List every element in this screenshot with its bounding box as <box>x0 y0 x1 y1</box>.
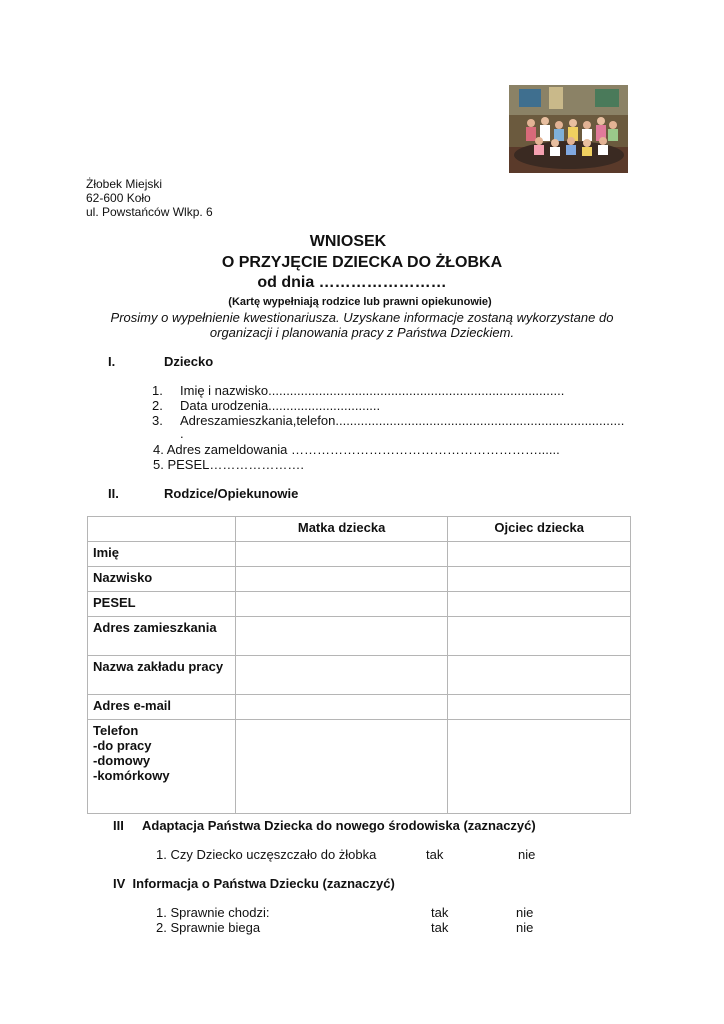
mother-email-cell[interactable] <box>235 695 448 720</box>
section-1-number: I. <box>108 354 116 369</box>
form-title: WNIOSEK <box>309 233 387 250</box>
section-3-title: Adaptacja Państwa Dziecka do nowego środowiska (zaznaczyć) <box>142 818 536 833</box>
table-row <box>88 567 631 592</box>
row-label-phone <box>88 720 236 814</box>
question-runs: 2. Sprawnie biega <box>156 920 261 935</box>
parents-table <box>87 516 631 814</box>
row-label-workplace: Nazwa zakładu pracy <box>88 656 236 695</box>
intro-line-1: Prosimy o wypełnienie kwestionariusza. Uzyskane informacje zostaną wykorzystane do <box>110 310 614 325</box>
table-row <box>88 542 631 567</box>
father-workplace-cell[interactable] <box>448 656 631 695</box>
question-walks: 1. Sprawnie chodzi: <box>156 905 270 920</box>
table-header-row <box>88 517 631 542</box>
table-row <box>88 617 631 656</box>
walks-no-option[interactable]: nie <box>516 905 534 920</box>
nursery-address <box>86 177 213 219</box>
group-photo <box>509 85 628 173</box>
mother-phone-cell[interactable] <box>235 720 448 814</box>
phone-label-work: -do pracy <box>93 738 152 753</box>
child-field-birthdate[interactable]: Data urodzenia............................... <box>180 398 381 413</box>
address-line-name: Żłobek Miejski <box>86 177 163 191</box>
row-label-first-name: Imię <box>88 542 236 567</box>
walks-yes-option[interactable]: tak <box>431 905 449 920</box>
attended-nursery-yes-option[interactable]: tak <box>426 847 444 862</box>
form-date-line: od dnia …………………… <box>257 274 447 291</box>
table-row <box>88 695 631 720</box>
child-field-birthdate-number: 2. <box>152 398 163 413</box>
child-field-pesel[interactable]: 5. PESEL…………………. <box>153 457 304 472</box>
row-label-last-name: Nazwisko <box>88 567 236 592</box>
phone-label-mobile: -komórkowy <box>93 768 170 783</box>
table-header-father: Ojciec dziecka <box>448 517 631 542</box>
table-header-mother: Matka dziecka <box>235 517 448 542</box>
table-header-empty <box>88 517 236 542</box>
section-1-title: Dziecko <box>164 354 214 369</box>
section-2-number: II. <box>108 486 119 501</box>
mother-address-cell[interactable] <box>235 617 448 656</box>
child-field-address[interactable]: Adreszamieszkania,telefon................................................................................ <box>180 413 625 428</box>
row-label-email: Adres e-mail <box>88 695 236 720</box>
phone-label: Telefon <box>93 723 139 738</box>
table-row <box>88 720 631 814</box>
child-field-address-number: 3. <box>152 413 163 428</box>
father-first-name-cell[interactable] <box>448 542 631 567</box>
phone-label-home: -domowy <box>93 753 151 768</box>
father-phone-cell[interactable] <box>448 720 631 814</box>
section-4-number: IV <box>113 876 126 891</box>
child-field-address-continuation: . <box>180 426 184 441</box>
section-2-title: Rodzice/Opiekunowie <box>164 486 299 501</box>
mother-workplace-cell[interactable] <box>235 656 448 695</box>
row-label-address: Adres zamieszkania <box>88 617 236 656</box>
child-field-name-number: 1. <box>152 383 163 398</box>
section-3-number: III <box>113 818 124 833</box>
question-attended-nursery: 1. Czy Dziecko uczęszczało do żłobka <box>156 847 377 862</box>
row-label-pesel: PESEL <box>88 592 236 617</box>
form-subtitle: O PRZYJĘCIE DZIECKA DO ŻŁOBKA <box>221 254 503 271</box>
form-note: (Kartę wypełniają rodzice lub prawni opiekunowie) <box>228 296 492 308</box>
table-row <box>88 592 631 617</box>
address-line-street: ul. Powstańców Wlkp. 6 <box>86 205 213 219</box>
section-4-title: Informacja o Państwa Dziecku (zaznaczyć) <box>132 876 395 891</box>
address-line-postal: 62-600 Koło <box>86 191 151 205</box>
section-4-heading <box>113 876 395 891</box>
mother-first-name-cell[interactable] <box>235 542 448 567</box>
table-row <box>88 656 631 695</box>
mother-pesel-cell[interactable] <box>235 592 448 617</box>
mother-last-name-cell[interactable] <box>235 567 448 592</box>
form-intro <box>90 310 634 340</box>
runs-no-option[interactable]: nie <box>516 920 534 935</box>
father-email-cell[interactable] <box>448 695 631 720</box>
father-last-name-cell[interactable] <box>448 567 631 592</box>
attended-nursery-no-option[interactable]: nie <box>518 847 536 862</box>
child-field-registered-address[interactable]: 4. Adres zameldowania …………………………………………………...... <box>153 442 560 457</box>
father-pesel-cell[interactable] <box>448 592 631 617</box>
runs-yes-option[interactable]: tak <box>431 920 449 935</box>
child-field-name[interactable]: Imię i nazwisko.................................................................................. <box>180 383 565 398</box>
intro-line-2: organizacji i planowania pracy z Państwa Dzieckiem. <box>209 325 515 340</box>
group-photo-icon <box>509 85 628 173</box>
father-address-cell[interactable] <box>448 617 631 656</box>
